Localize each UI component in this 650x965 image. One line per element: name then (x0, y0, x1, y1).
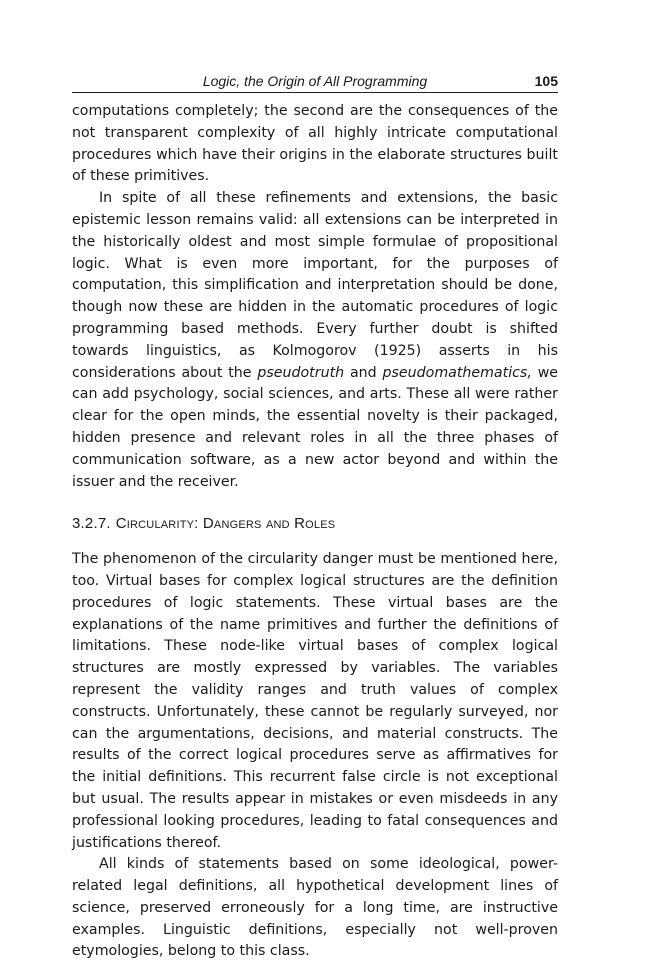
paragraph-2 (72, 188, 558, 493)
body-text (72, 101, 558, 963)
section-title: Circularity: Dangers and Roles (115, 515, 336, 533)
paragraph-4: All kinds of statements based on some ideological, power-related legal definitions, all hypothetical development lines of science, preserved erroneously for a long time, are instructive examples. Linguistic definitions, especially not well-proven etymologies, belong to this class. (72, 856, 558, 960)
emphasis-pseudomathematics: pseudomathematics, (382, 364, 532, 381)
section-number: 3.2.7. (72, 515, 111, 533)
paragraph-1: computations completely; the second are the consequences of the not transparent complexity of all highly intricate computational procedures which have their origins in the elaborate structures built of these primitives. (72, 103, 558, 185)
paragraph-2-and: and (349, 364, 377, 381)
page-number: 105 (534, 73, 558, 89)
running-header (72, 70, 558, 93)
emphasis-pseudotruth: pseudotruth (257, 364, 345, 381)
paragraph-3: The phenomenon of the circularity danger must be mentioned here, too. Virtual bases for complex logical structures are the definition procedures of logic statements. These virtual bases are the explanations of the name primitives and further the definitions of limitations. These node-like virtual bases of complex logical structures are mostly expressed by variables. The variables represent the validity ranges and truth values of complex constructs. Unfortunately, these cannot be regularly surveyed, nor can the argumentations, decisions, and material constructs. The results of the correct logical procedures serve as affirmatives for the initial definitions. This recurrent false circle is not exceptional but usual. The results appear in mistakes or even misdeeds in any professional looking procedures, leading to fatal consequences and justifications thereof. (72, 551, 558, 851)
page (72, 70, 558, 963)
paragraph-2-rest: we can add psychology, social sciences, and arts. These all were rather clear for the open minds, the essential novelty is their packaged, hidden presence and relevant roles in all the three phases of communication software, as a new actor beyond and within the issuer and the receiver. (72, 364, 559, 490)
section-heading (72, 513, 558, 535)
paragraph-2-text: In spite of all these refinements and extensions, the basic epistemic lesson remains valid: all extensions can be interpreted in the historically oldest and most simple formulae of propositional logic. What is even more important, for the purposes of computation, this simplification and interpretation should be done, though now these are hidden in the automatic procedures of logic programming based methods. Every further doubt is shifted towards linguistics, as Kolmogorov (1925) asserts in his considerations about the (72, 190, 558, 381)
running-title: Logic, the Origin of All Programming (202, 73, 428, 89)
